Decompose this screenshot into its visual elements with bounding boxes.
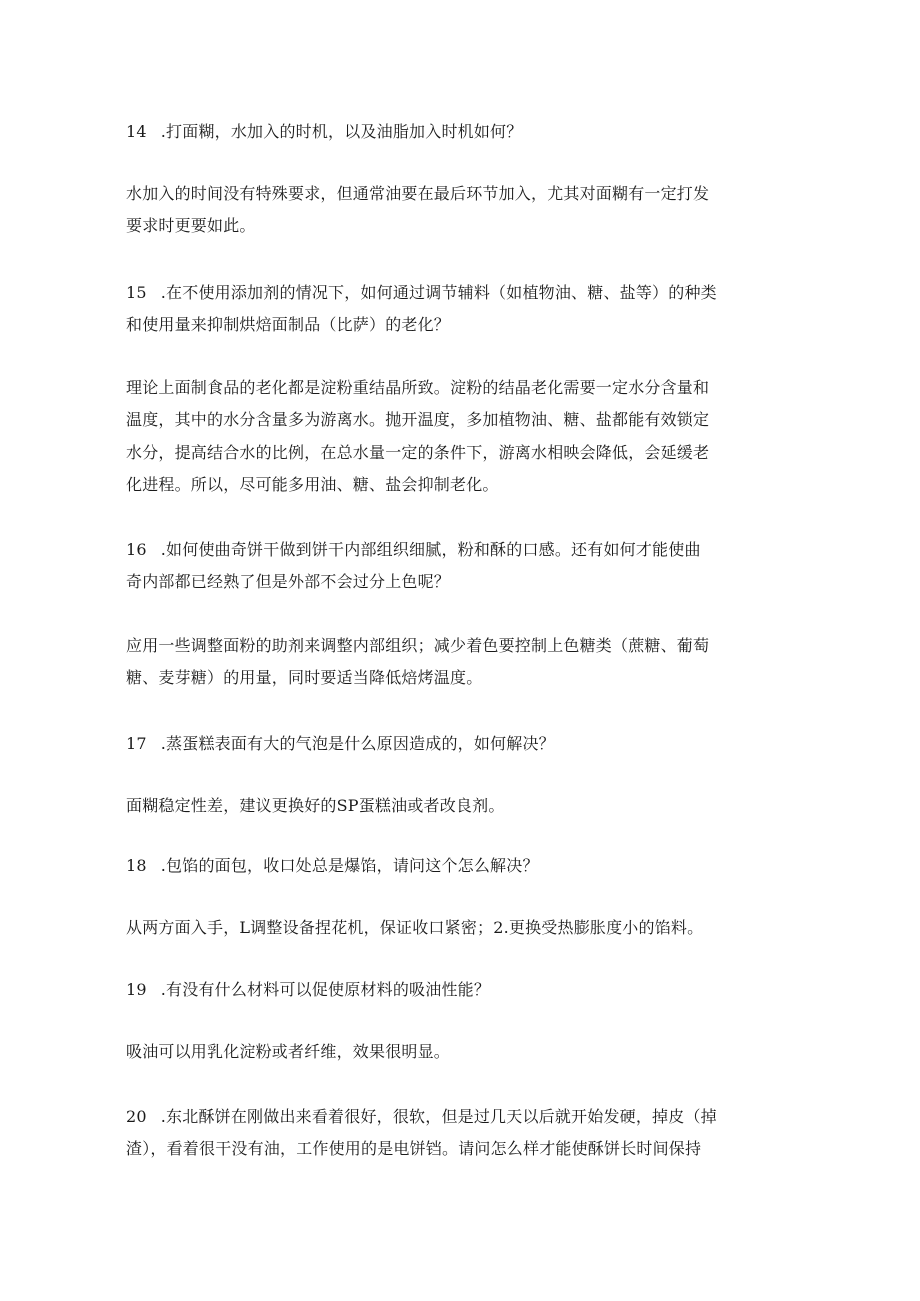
answer-15-line-2: 温度，其中的水分含量多为游离水。抛开温度，多加植物油、糖、盐都能有效锁定 <box>126 410 710 429</box>
question-text: .有没有什么材料可以促使原材料的吸油性能？ <box>160 980 491 999</box>
question-number: 20 <box>126 1107 147 1126</box>
question-20 <box>126 1107 717 1127</box>
question-18 <box>126 856 539 876</box>
question-number: 18 <box>126 856 147 875</box>
question-number: 16 <box>126 540 147 559</box>
question-16 <box>126 540 701 560</box>
question-17 <box>126 734 555 754</box>
question-14 <box>126 122 522 142</box>
answer-14-line-1: 水加入的时间没有特殊要求，但通常油要在最后环节加入，尤其对面糊有一定打发 <box>126 184 710 203</box>
question-text: .蒸蛋糕表面有大的气泡是什么原因造成的，如何解决？ <box>160 734 555 753</box>
question-number: 17 <box>126 734 147 753</box>
answer-19-line-1: 吸油可以用乳化淀粉或者纤维，效果很明显。 <box>126 1042 451 1061</box>
question-19 <box>126 980 490 1000</box>
question-16-line-2: 奇内部都已经熟了但是外部不会过分上色呢？ <box>126 572 451 591</box>
answer-15-line-1: 理论上面制食品的老化都是淀粉重结晶所致。淀粉的结晶老化需要一定水分含量和 <box>126 378 710 397</box>
question-number: 15 <box>126 283 147 302</box>
question-number: 19 <box>126 980 147 999</box>
answer-17-line-1: 面糊稳定性差，建议更换好的SP蛋糕油或者改良剂。 <box>126 796 505 815</box>
question-number: 14 <box>126 122 147 141</box>
answer-15-line-3: 水分，提高结合水的比例，在总水量一定的条件下，游离水相映会降低，会延缓老 <box>126 443 710 462</box>
question-15 <box>126 283 717 303</box>
question-text: .在不使用添加剂的情况下，如何通过调节辅料（如植物油、糖、盐等）的种类 <box>160 283 717 302</box>
question-15-line-2: 和使用量来抑制烘焙面制品（比萨）的老化？ <box>126 315 451 334</box>
question-20-line-2: 渣），看着很干没有油，工作使用的是电饼铛。请问怎么样才能使酥饼长时间保持 <box>126 1139 702 1158</box>
answer-18-line-1: 从两方面入手，L调整设备捏花机，保证收口紧密；2.更换受热膨胀度小的馅料。 <box>126 918 704 937</box>
question-text: .东北酥饼在刚做出来看着很好，很软，但是过几天以后就开始发硬，掉皮（掉 <box>160 1107 717 1126</box>
question-text: .如何使曲奇饼干做到饼干内部组织细腻，粉和酥的口感。还有如何才能使曲 <box>160 540 701 559</box>
question-text: .包馅的面包，收口处总是爆馅，请问这个怎么解决？ <box>160 856 539 875</box>
answer-16-line-2: 糖、麦芽糖）的用量，同时要适当降低焙烤温度。 <box>126 668 483 687</box>
question-text: .打面糊，水加入的时机，以及油脂加入时机如何？ <box>160 122 523 141</box>
answer-16-line-1: 应用一些调整面粉的助剂来调整内部组织；减少着色要控制上色糖类（蔗糖、葡萄 <box>126 636 710 655</box>
answer-15-line-4: 化进程。所以，尽可能多用油、糖、盐会抑制老化。 <box>126 475 499 494</box>
answer-14-line-2: 要求时更要如此。 <box>126 216 256 235</box>
